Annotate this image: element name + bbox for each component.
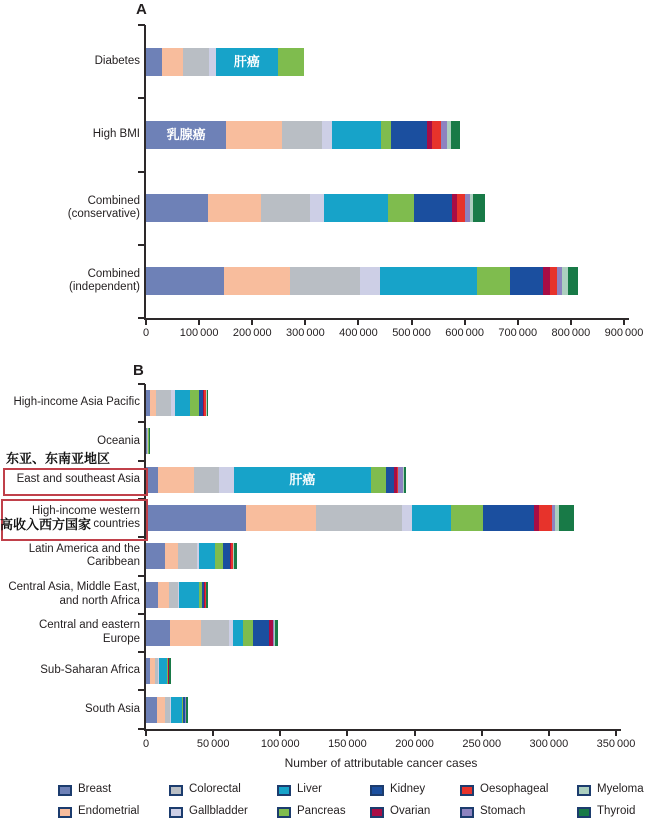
x-tick-label: 600 000 bbox=[445, 327, 485, 339]
legend-label-stomach: Stomach bbox=[480, 805, 526, 817]
category-label-line: and north Africa bbox=[59, 594, 140, 607]
category-label-line: Sub-Saharan Africa bbox=[40, 664, 140, 677]
x-tick-label: 800 000 bbox=[551, 327, 591, 339]
legend-label-gallbladder: Gallbladder bbox=[189, 805, 248, 817]
x-tick-label: 100 000 bbox=[179, 327, 219, 339]
x-tick-label: 250 000 bbox=[462, 737, 502, 750]
legend-label-myeloma: Myeloma bbox=[597, 783, 644, 795]
category-label-line: South Asia bbox=[85, 702, 140, 715]
x-tick-label: 50 000 bbox=[196, 737, 230, 750]
side-label-东亚-东南亚地区: 东亚、东南亚地区 bbox=[6, 450, 111, 466]
x-tick-label: 200 000 bbox=[395, 737, 434, 750]
category-label-line: High BMI bbox=[92, 128, 140, 141]
category-label-line: Caribbean bbox=[86, 556, 140, 569]
legend-label-endometrial: Endometrial bbox=[78, 805, 140, 817]
category-label-line: East and southeast Asia bbox=[16, 472, 140, 485]
x-tick-label: 700 000 bbox=[498, 327, 538, 339]
x-tick-label: 150 000 bbox=[328, 737, 367, 750]
bar-annotation-乳腺癌: 乳腺癌 bbox=[166, 127, 206, 143]
category-label-line: Diabetes bbox=[94, 54, 140, 67]
category-label-line: (independent) bbox=[69, 281, 140, 294]
x-axis-title: Number of attributable cancer cases bbox=[284, 756, 478, 770]
category-label-line: (conservative) bbox=[67, 208, 140, 221]
legend-label-oesophageal: Oesophageal bbox=[480, 783, 549, 795]
x-tick-label: 300 000 bbox=[285, 327, 325, 339]
legend-label-ovarian: Ovarian bbox=[390, 805, 431, 817]
category-label-line: countries bbox=[93, 518, 140, 531]
highlight-box-east-and-southeast-asia bbox=[3, 468, 148, 497]
legend-label-pancreas: Pancreas bbox=[297, 805, 346, 817]
legend-label-liver: Liver bbox=[297, 783, 322, 795]
x-tick-label: 0 bbox=[142, 737, 150, 750]
category-label-line: Europe bbox=[102, 632, 140, 645]
category-label-line: Oceania bbox=[97, 434, 140, 447]
x-tick-label: 400 000 bbox=[339, 327, 378, 339]
category-label-line: High-income Asia Pacific bbox=[13, 396, 140, 409]
panel-b-letter: B bbox=[133, 362, 144, 379]
category-label-line: High-income western bbox=[31, 504, 140, 517]
category-label-line: Combined bbox=[87, 267, 140, 280]
legend-label-colorectal: Colorectal bbox=[189, 783, 241, 795]
bar-annotation-肝癌: 肝癌 bbox=[289, 472, 316, 488]
side-label-高收入西方国家: 高收入西方国家 bbox=[0, 517, 92, 533]
legend-label-thyroid: Thyroid bbox=[597, 805, 636, 817]
x-tick-label: 350 000 bbox=[596, 737, 636, 750]
category-label-line: Latin America and the bbox=[28, 542, 140, 555]
category-label-line: Combined bbox=[87, 194, 140, 207]
legend-label-breast: Breast bbox=[78, 783, 112, 795]
x-tick-label: 900 000 bbox=[604, 327, 644, 339]
x-tick-label: 200 000 bbox=[232, 327, 272, 339]
bar-annotation-肝癌: 肝癌 bbox=[233, 54, 260, 70]
category-label-line: Central and eastern bbox=[38, 619, 140, 632]
panel-a-letter: A bbox=[136, 1, 147, 18]
x-tick-label: 100 000 bbox=[260, 737, 300, 750]
legend-label-kidney: Kidney bbox=[390, 783, 426, 795]
x-tick-label: 500 000 bbox=[392, 327, 431, 339]
category-label-line: Central Asia, Middle East, bbox=[8, 581, 140, 594]
x-tick-label: 0 bbox=[142, 327, 150, 339]
x-tick-label: 300 000 bbox=[529, 737, 569, 750]
